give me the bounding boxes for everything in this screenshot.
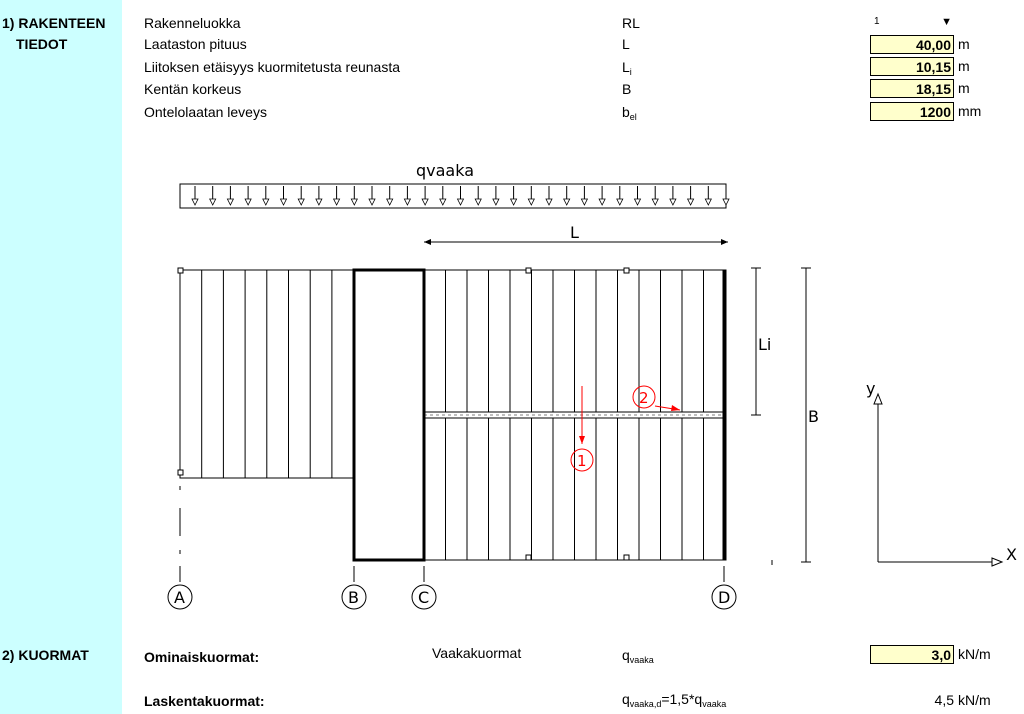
marker-2-arrowhead <box>671 405 680 411</box>
gridline-d-label: D <box>718 588 731 607</box>
support-marker-r4 <box>624 555 629 560</box>
symbol-qvaaka-main: q <box>622 647 630 663</box>
marker-1-arrowhead <box>579 436 585 444</box>
ominaiskuormat-label: Ominaiskuormat: <box>144 649 260 665</box>
symbol-l-main: L <box>622 36 630 52</box>
support-marker-r2 <box>624 268 629 273</box>
load-arrow-head <box>316 199 322 205</box>
load-arrow-head <box>245 199 251 205</box>
load-arrow-head <box>511 199 517 205</box>
load-arrows <box>192 186 729 205</box>
axis-x-arrowhead <box>992 558 1002 566</box>
support-marker-r3 <box>526 555 531 560</box>
symbol-qvaaka <box>622 646 654 669</box>
load-arrow-head <box>475 199 481 205</box>
unit-laataston-pituus: m <box>958 36 970 52</box>
input-laataston-pituus[interactable]: 40,00 <box>870 35 954 54</box>
load-arrow-head <box>528 199 534 205</box>
row-label-rakenneluokka: Rakenneluokka <box>144 15 241 31</box>
marker-1-label: 1 <box>577 452 587 470</box>
input-kentan-korkeus[interactable]: 18,15 <box>870 79 954 98</box>
load-arrow-head <box>281 199 287 205</box>
formula-q1: q <box>622 691 630 707</box>
formula-sub2: vaaka <box>702 699 727 709</box>
load-arrow-head <box>493 199 499 205</box>
unit-kentan-korkeus: m <box>958 80 970 96</box>
left-slab-lines <box>202 270 354 478</box>
row-label-liitoksen-etaisyys: Liitoksen etäisyys kuormitetusta reunasta <box>144 59 401 75</box>
support-marker-tl <box>178 268 183 273</box>
dropdown-value: 1 <box>874 16 880 27</box>
load-arrow-head <box>705 199 711 205</box>
formula-qvaaka-d <box>622 690 726 713</box>
load-arrow-head <box>688 199 694 205</box>
load-arrow-head <box>599 199 605 205</box>
load-arrow-head <box>670 199 676 205</box>
formula-mid: =1,5*q <box>661 691 703 707</box>
symbol-rl-main: RL <box>622 15 640 31</box>
load-arrow-head <box>369 199 375 205</box>
unit-qvaaka-d: kN/m <box>958 692 991 708</box>
load-label: qvaaka <box>416 161 475 180</box>
load-arrow-head <box>334 199 340 205</box>
load-box <box>180 184 726 208</box>
symbol-qvaaka-sub: vaaka <box>629 655 654 665</box>
axis-x-label: X <box>1006 545 1017 564</box>
load-arrow-head <box>652 199 658 205</box>
row-label-kentan-korkeus: Kentän korkeus <box>144 81 242 97</box>
span-arrow-left <box>424 239 431 245</box>
gridline-a-label: A <box>174 588 185 607</box>
li-label: Li <box>758 335 772 354</box>
load-arrow-head <box>387 199 393 205</box>
axis-y-label: y <box>866 379 876 398</box>
vaakakuormat-label: Vaakakuormat <box>432 645 522 661</box>
formula-sub-d: vaaka,d <box>629 699 662 709</box>
load-arrow-head <box>263 199 269 205</box>
unit-liitoksen-etaisyys: m <box>958 58 970 74</box>
load-arrow-head <box>635 199 641 205</box>
load-arrow-head <box>192 199 198 205</box>
span-arrow-right <box>721 239 728 245</box>
bracing-frame <box>354 270 424 560</box>
input-ontelolaatan-leveys[interactable]: 1200 <box>870 102 954 121</box>
symbol-bel-main: b <box>622 104 630 120</box>
symbol-li-main: L <box>622 59 630 75</box>
input-qvaaka[interactable]: 3,0 <box>870 645 954 664</box>
laskentakuormat-label: Laskentakuormat: <box>144 693 265 709</box>
load-arrow-head <box>581 199 587 205</box>
section1-title-line1: 1) RAKENTEEN <box>2 15 106 31</box>
span-label: L <box>570 223 579 242</box>
load-arrow-head <box>723 199 729 205</box>
load-arrow-head <box>210 199 216 205</box>
load-arrow-head <box>298 199 304 205</box>
symbol-bel-sub: el <box>629 112 637 122</box>
symbol-b-main: B <box>622 81 632 97</box>
symbol-li-sub: i <box>629 67 632 77</box>
load-arrow-head <box>227 199 233 205</box>
load-arrow-head <box>458 199 464 205</box>
b-label: B <box>808 407 819 426</box>
section1-title-line2: TIEDOT <box>16 36 68 52</box>
load-arrow-head <box>351 199 357 205</box>
gridline-b-label: B <box>348 588 359 607</box>
unit-ontelolaatan-leveys: mm <box>958 103 982 119</box>
load-arrow-head <box>617 199 623 205</box>
row-label-ontelolaatan-leveys: Ontelolaatan leveys <box>144 104 267 120</box>
row-label-laataston-pituus: Laataston pituus <box>144 36 247 52</box>
support-marker-r1 <box>526 268 531 273</box>
load-arrow-head <box>564 199 570 205</box>
support-marker-bl <box>178 470 183 475</box>
qvaaka-d-value: 4,5 <box>934 692 954 708</box>
load-arrow-head <box>422 199 428 205</box>
gridline-c-label: C <box>418 588 430 607</box>
section2-title: 2) KUORMAT <box>2 647 89 663</box>
load-arrow-head <box>440 199 446 205</box>
unit-qvaaka: kN/m <box>958 646 991 662</box>
input-liitoksen-etaisyys[interactable]: 10,15 <box>870 57 954 76</box>
load-arrow-head <box>404 199 410 205</box>
load-arrow-head <box>546 199 552 205</box>
triangle-down-icon[interactable]: ▼ <box>941 16 952 28</box>
marker-2-label: 2 <box>639 389 649 407</box>
